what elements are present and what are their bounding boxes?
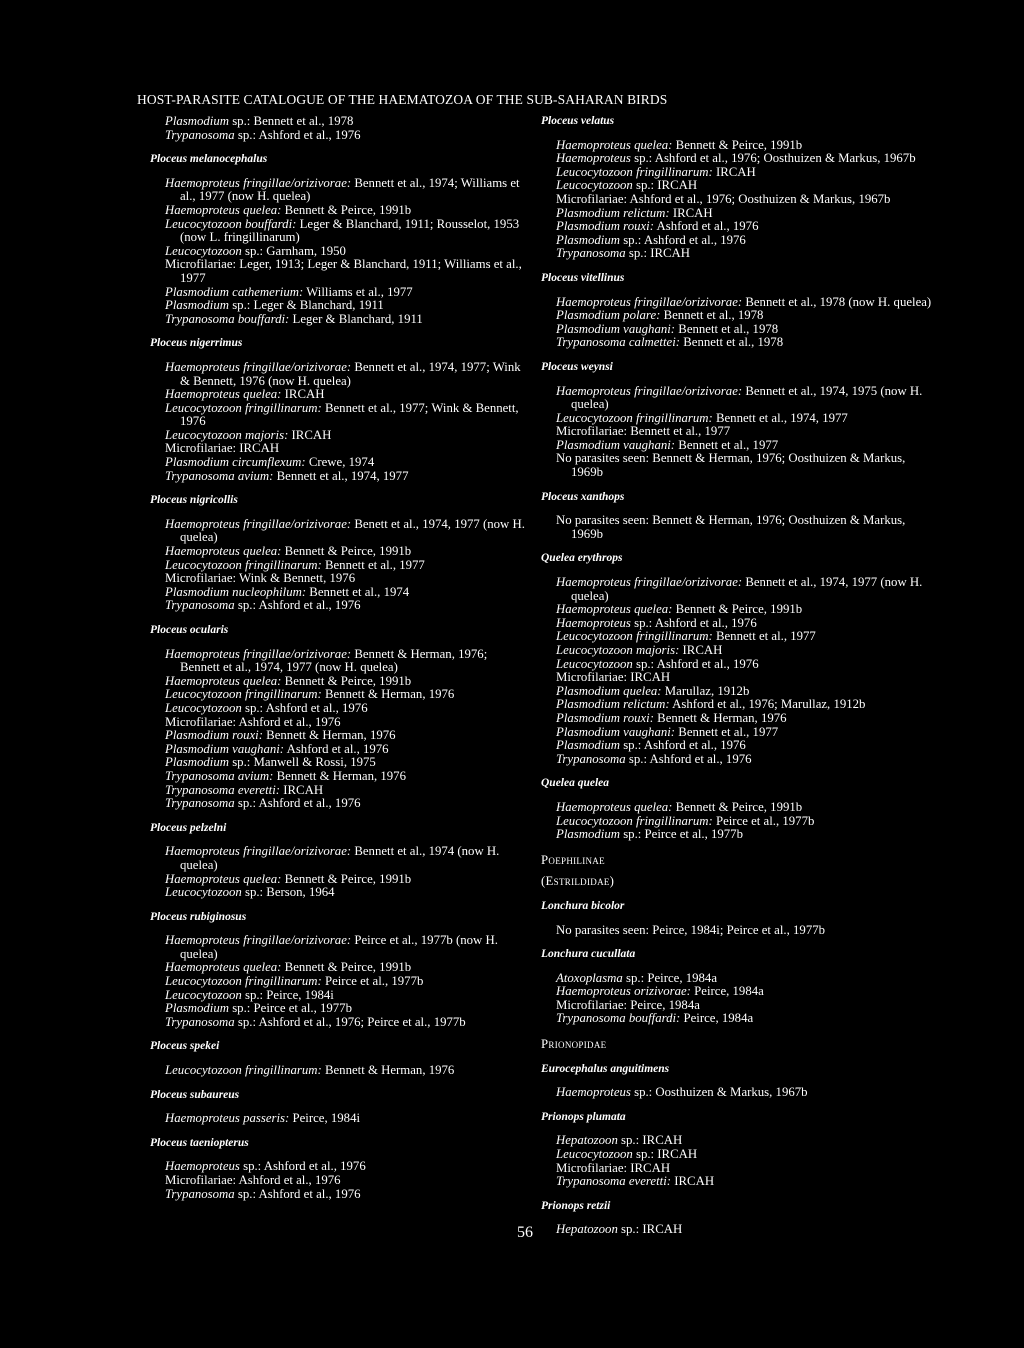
record-citation: sp.: IRCAH — [617, 1222, 683, 1237]
parasite-name: Leucocytozoon — [165, 987, 242, 1002]
parasite-name: Plasmodium — [165, 755, 229, 770]
parasite-name: Trypanosoma everetti: — [556, 1174, 672, 1189]
parasite-name: Plasmodium relictum: — [556, 697, 670, 712]
host-species-heading: Ploceus nigerrimus — [150, 337, 243, 350]
parasite-record — [150, 599, 525, 613]
record-citation: Williams et al., 1977 — [303, 284, 413, 299]
parasite-record — [541, 385, 936, 412]
parasite-name: Leucocytozoon fringillinarum: — [165, 974, 322, 989]
record-citation: Microfilariae: Bennett et al., 1977 — [556, 424, 731, 439]
parasite-record — [541, 452, 936, 479]
parasite-record — [150, 1016, 525, 1030]
parasite-name: Atoxoplasma — [556, 970, 623, 985]
parasite-record — [541, 139, 936, 153]
parasite-record — [541, 296, 936, 310]
record-citation: sp.: IRCAH — [632, 1147, 698, 1162]
record-citation: Bennett et al., 1974, 1977 — [273, 468, 409, 483]
host-species-heading: Ploceus xanthops — [541, 490, 625, 503]
record-citation: Bennett & Herman, 1976 — [321, 1063, 455, 1078]
parasite-record — [150, 361, 525, 388]
parasite-record — [541, 247, 936, 261]
parasite-name: Haemoproteus quelea: — [165, 871, 282, 886]
host-species-heading: Quelea erythrops — [541, 552, 623, 565]
parasite-name: Hepatozoon — [556, 1222, 618, 1237]
record-citation: sp.: IRCAH — [617, 1133, 683, 1148]
record-citation: Peirce et al., 1977b — [321, 974, 424, 989]
parasite-record — [150, 1188, 525, 1202]
parasite-record — [150, 873, 525, 887]
record-citation: Microfilariae: Leger, 1913; Leger & Blanchard, 1911; Williams et al., 1977 — [165, 257, 522, 285]
record-citation: Bennett et al., 1978 (now H. quelea) — [742, 294, 932, 309]
host-species-heading: Ploceus vitellinus — [541, 271, 625, 284]
parasite-record — [150, 470, 525, 484]
parasite-record — [150, 572, 525, 586]
parasite-record — [150, 518, 525, 545]
parasite-record — [150, 961, 525, 975]
parasite-record — [150, 204, 525, 218]
parasite-name: Leucocytozoon fringillinarum: — [165, 1063, 322, 1078]
parasite-record — [541, 1162, 936, 1176]
parasite-name: Haemoproteus quelea: — [165, 673, 282, 688]
parasite-record — [541, 739, 936, 753]
parasite-name: Leucocytozoon — [165, 885, 242, 900]
parasite-name: Haemoproteus passeris: — [165, 1111, 290, 1126]
parasite-name: Leucocytozoon fringillinarum: — [165, 557, 322, 572]
record-citation: No parasites seen: Peirce, 1984i; Peirce et al., 1977b — [556, 922, 826, 937]
parasite-record — [541, 603, 936, 617]
parasite-name: Trypanosoma — [556, 751, 626, 766]
host-species-heading: Eurocephalus anguitimens — [541, 1062, 670, 1075]
parasite-name: Haemoproteus — [165, 1159, 240, 1174]
record-citation: Bennett & Peirce, 1991b — [281, 960, 412, 975]
parasite-record — [150, 402, 525, 429]
parasite-name: Trypanosoma bouffardi: — [165, 311, 290, 326]
parasite-record — [150, 559, 525, 573]
parasite-name: Plasmodium vaughani: — [556, 724, 676, 739]
parasite-name: Haemoproteus quelea: — [556, 137, 673, 152]
record-citation: Microfilariae: Ashford et al., 1976 — [165, 1173, 341, 1187]
parasite-name: Leucocytozoon — [165, 243, 242, 258]
parasite-record — [541, 514, 936, 541]
parasite-record — [541, 801, 936, 815]
record-citation: sp.: Leger & Blanchard, 1911 — [229, 298, 384, 313]
host-species-heading: Ploceus ocularis — [150, 624, 229, 636]
record-citation: Bennett & Herman, 1976; Bennett et al., 1974, 1977 (now H. quelea) — [180, 646, 488, 675]
parasite-record — [150, 586, 525, 600]
parasite-record — [150, 702, 525, 716]
parasite-record — [541, 712, 936, 726]
record-citation: sp.: Bennett et al., 1978 — [229, 114, 354, 128]
parasite-name: Leucocytozoon fringillinarum: — [556, 629, 713, 644]
parasite-name: Haemoproteus quelea: — [165, 960, 282, 975]
record-citation: Peirce, 1984a — [680, 1011, 754, 1026]
record-citation: Microfilariae: Ashford et al., 1976; Oosthuizen & Markus, 1967b — [556, 191, 891, 206]
parasite-record — [541, 726, 936, 740]
parasite-record — [541, 671, 936, 685]
parasite-name: Haemoproteus fringillae/orizivorae: — [556, 575, 743, 590]
parasite-name: Trypanosoma — [556, 246, 626, 261]
record-citation: IRCAH — [712, 164, 756, 179]
record-citation: Bennett et al., 1978 — [680, 335, 784, 350]
parasite-record — [150, 286, 525, 300]
record-citation: IRCAH — [679, 643, 723, 657]
record-citation: Leger & Blanchard, 1911; Rousselot, 1953 (now L. fringillinarum) — [180, 216, 520, 245]
family-heading: Prionopidae — [541, 1037, 607, 1052]
record-citation: Microfilariae: Wink & Bennett, 1976 — [165, 571, 356, 586]
record-citation: Ashford et al., 1976 — [284, 741, 389, 756]
record-citation: Leger & Blanchard, 1911 — [289, 311, 423, 326]
parasite-name: Trypanosoma — [165, 127, 235, 142]
parasite-record — [541, 685, 936, 699]
parasite-name: Haemoproteus quelea: — [556, 799, 673, 814]
parasite-record — [541, 234, 936, 248]
parasite-record — [541, 309, 936, 323]
parasite-name: Leucocytozoon fringillinarum: — [556, 164, 713, 179]
parasite-name: Trypanosoma avium: — [165, 468, 274, 483]
parasite-record — [541, 617, 936, 631]
parasite-record — [150, 1112, 525, 1126]
record-citation: sp.: Ashford et al., 1976 — [241, 700, 368, 715]
parasite-record — [150, 245, 525, 259]
host-species-heading: Ploceus pelzelni — [150, 821, 227, 834]
parasite-name: Leucocytozoon — [556, 1147, 633, 1162]
record-citation: Bennett & Herman, 1976 — [321, 687, 455, 702]
page-number: 56 — [517, 1224, 533, 1241]
record-citation: Bennett & Herman, 1976 — [262, 728, 396, 743]
parasite-name: Plasmodium — [556, 738, 620, 753]
record-citation: sp.: Ashford et al., 1976 — [620, 738, 746, 753]
host-species-heading: Ploceus melanocephalus — [150, 153, 268, 166]
record-citation: Bennett & Peirce, 1991b — [672, 137, 803, 152]
record-citation: sp.: Peirce, 1984a — [622, 970, 718, 985]
record-citation: Peirce et al., 1977b (now H. quelea) — [180, 933, 498, 961]
record-citation: Microfilariae: IRCAH — [556, 670, 671, 685]
host-species-heading: Ploceus velatus — [541, 115, 615, 127]
record-citation: sp.: Manwell & Rossi, 1975 — [229, 755, 376, 770]
record-citation: sp.: Ashford et al., 1976 — [234, 796, 361, 811]
parasite-name: Leucocytozoon — [556, 178, 633, 193]
record-citation: Bennett et al., 1974, 1977; Wink & Bennett, 1976 (now H. quelea) — [180, 359, 521, 388]
parasite-record — [541, 815, 936, 829]
parasite-record — [541, 828, 936, 842]
record-citation: Ashford et al., 1976 — [653, 219, 759, 234]
parasite-record — [541, 644, 936, 658]
record-citation: sp.: Ashford et al., 1976 — [239, 1159, 366, 1174]
parasite-record — [150, 456, 525, 470]
record-citation: IRCAH — [280, 782, 324, 797]
record-citation: Bennett et al., 1977 — [321, 557, 425, 572]
parasite-record — [150, 313, 525, 327]
parasite-name: Plasmodium vaughani: — [556, 437, 676, 452]
parasite-name: Leucocytozoon fringillinarum: — [556, 410, 713, 425]
record-citation: Bennett et al., 1974, 1975 (now H. quelea) — [571, 383, 923, 412]
parasite-record — [150, 716, 525, 730]
parasite-record — [150, 442, 525, 456]
record-citation: Bennett et al., 1978 — [675, 321, 779, 336]
parasite-name: Leucocytozoon fringillinarum: — [165, 400, 322, 415]
parasite-name: Hepatozoon — [556, 1133, 618, 1148]
parasite-name: Leucocytozoon fringillinarum: — [556, 813, 713, 828]
parasite-record — [150, 756, 525, 770]
parasite-name: Plasmodium vaughani: — [556, 321, 676, 336]
record-citation: Microfilariae: IRCAH — [556, 1160, 671, 1175]
host-species-heading: Ploceus weynsi — [541, 360, 613, 373]
parasite-record — [150, 770, 525, 784]
record-citation: Bennett et al., 1977 — [675, 724, 779, 739]
record-citation: Marullaz, 1912b — [661, 683, 750, 698]
host-species-heading: Ploceus taeniopterus — [150, 1136, 249, 1149]
parasite-record — [541, 220, 936, 234]
record-citation: sp.: Ashford et al., 1976 — [234, 1186, 361, 1201]
parasite-name: Plasmodium — [165, 114, 229, 128]
host-species-heading: Quelea quelea — [541, 777, 610, 790]
parasite-record — [541, 336, 936, 350]
record-citation: Peirce et al., 1977b — [712, 813, 815, 828]
record-citation: sp.: Oosthuizen & Markus, 1967b — [630, 1085, 808, 1100]
parasite-name: Haemoproteus fringillae/orizivorae: — [556, 383, 743, 398]
parasite-name: Plasmodium quelea: — [556, 683, 662, 698]
host-species-heading: Lonchura bicolor — [541, 899, 625, 912]
parasite-record — [150, 797, 525, 811]
parasite-name: Trypanosoma — [165, 598, 235, 613]
parasite-name: Haemoproteus quelea: — [165, 387, 282, 402]
parasite-record — [150, 989, 525, 1003]
host-species-heading: Ploceus subaureus — [150, 1088, 240, 1101]
record-citation: sp.: Peirce et al., 1977b — [620, 827, 743, 842]
running-header: HOST-PARASITE CATALOGUE OF THE HAEMATOZOA OF THE SUB-SAHARAN BIRDS — [137, 92, 668, 107]
parasite-record — [541, 179, 936, 193]
parasite-name: Haemoproteus fringillae/orizivorae: — [556, 294, 743, 309]
parasite-name: Plasmodium rouxi: — [556, 710, 654, 725]
parasite-name: Leucocytozoon bouffardi: — [165, 216, 297, 231]
family-heading: (Estrildidae) — [541, 874, 615, 889]
parasite-record — [150, 886, 525, 900]
record-citation: Bennett et al., 1977 — [712, 629, 816, 644]
parasite-record — [150, 743, 525, 757]
record-citation: Bennett & Peirce, 1991b — [281, 673, 412, 688]
parasite-name: Haemoproteus — [556, 151, 631, 166]
parasite-record — [150, 784, 525, 798]
record-citation: Crewe, 1974 — [305, 455, 375, 470]
parasite-name: Plasmodium nucleophilum: — [165, 584, 307, 599]
record-citation: sp.: Berson, 1964 — [241, 885, 335, 900]
parasite-name: Plasmodium circumflexum: — [165, 455, 306, 470]
parasite-name: Trypanosoma bouffardi: — [556, 1011, 681, 1026]
record-citation: Bennett et al., 1978 — [660, 308, 764, 323]
parasite-record — [150, 648, 525, 675]
parasite-record — [150, 177, 525, 204]
record-citation: Bennett & Peirce, 1991b — [672, 799, 803, 814]
parasite-name: Haemoproteus — [556, 1085, 631, 1100]
parasite-record — [541, 1134, 936, 1148]
record-citation: Bennett & Peirce, 1991b — [281, 544, 412, 559]
parasite-record — [541, 193, 936, 207]
record-citation: sp.: Ashford et al., 1976; Peirce et al., 1977b — [234, 1014, 466, 1029]
parasite-record — [541, 207, 936, 221]
parasite-record — [150, 1174, 525, 1188]
parasite-record — [541, 924, 936, 938]
parasite-name: Trypanosoma avium: — [165, 768, 274, 783]
parasite-record — [150, 218, 525, 245]
parasite-name: Trypanosoma everetti: — [165, 782, 281, 797]
record-citation: No parasites seen: Bennett & Herman, 1976; Oosthuizen & Markus, 1969b — [556, 513, 906, 541]
parasite-name: Trypanosoma calmettei: — [556, 335, 681, 350]
parasite-record — [541, 166, 936, 180]
record-citation: Bennett & Peirce, 1991b — [281, 871, 412, 886]
record-citation: sp.: Ashford et al., 1976 — [630, 615, 757, 630]
parasite-name: Leucocytozoon — [165, 700, 242, 715]
parasite-name: Haemoproteus fringillae/orizivorae: — [165, 844, 352, 859]
parasite-record — [150, 115, 525, 129]
parasite-name: Leucocytozoon majoris: — [165, 427, 289, 442]
parasite-name: Plasmodium cathemerium: — [165, 284, 304, 299]
parasite-name: Plasmodium relictum: — [556, 205, 670, 220]
parasite-record — [541, 439, 936, 453]
parasite-record — [150, 675, 525, 689]
record-citation: Benett et al., 1974, 1977 (now H. quelea) — [180, 516, 525, 545]
parasite-name: Plasmodium — [556, 232, 620, 247]
record-citation: IRCAH — [669, 205, 713, 220]
record-citation: sp.: Ashford et al., 1976 — [625, 751, 752, 766]
parasite-name: Haemoproteus orizivorae: — [556, 984, 691, 999]
host-species-heading: Prionops retzii — [541, 1199, 611, 1212]
record-citation: IRCAH — [671, 1174, 715, 1189]
record-citation: Bennett & Peirce, 1991b — [281, 202, 412, 217]
host-species-heading: Ploceus spekei — [150, 1040, 220, 1053]
parasite-name: Plasmodium rouxi: — [556, 219, 654, 234]
parasite-name: Haemoproteus — [556, 615, 631, 630]
parasite-name: Plasmodium rouxi: — [165, 728, 263, 743]
record-citation: No parasites seen: Bennett & Herman, 1976; Oosthuizen & Markus, 1969b — [556, 451, 906, 480]
parasite-record — [541, 152, 936, 166]
host-species-heading: Prionops plumata — [541, 1110, 626, 1123]
parasite-name: Plasmodium — [165, 298, 229, 313]
parasite-name: Trypanosoma — [165, 1186, 235, 1201]
parasite-record — [150, 429, 525, 443]
parasite-name: Haemoproteus fringillae/orizivorae: — [165, 646, 352, 661]
parasite-name: Plasmodium vaughani: — [165, 741, 285, 756]
parasite-name: Trypanosoma — [165, 796, 235, 811]
record-citation: Bennett et al., 1974, 1977 (now H. quelea) — [571, 575, 923, 603]
parasite-name: Leucocytozoon — [556, 656, 633, 671]
record-citation: sp.: Ashford et al., 1976 — [620, 232, 746, 247]
record-citation: Peirce, 1984a — [690, 984, 764, 999]
record-citation: sp.: IRCAH — [632, 178, 698, 193]
parasite-name: Haemoproteus quelea: — [556, 602, 673, 617]
parasite-record — [541, 658, 936, 672]
record-citation: Bennett et al., 1974; Williams et al., 1977 (now H. quelea) — [180, 175, 520, 204]
record-citation: Microfilariae: Ashford et al., 1976 — [165, 714, 341, 729]
parasite-record — [150, 258, 525, 285]
record-citation: Bennett et al., 1974 (now H. quelea) — [180, 844, 500, 872]
record-citation: IRCAH — [281, 387, 325, 402]
host-species-heading: Lonchura cucullata — [541, 948, 636, 961]
parasite-record — [541, 1148, 936, 1162]
host-species-heading: Ploceus rubiginosus — [150, 910, 247, 923]
parasite-record — [541, 425, 936, 439]
parasite-name: Haemoproteus quelea: — [165, 202, 282, 217]
record-citation: Bennett et al., 1977 — [675, 437, 779, 452]
record-citation: Bennett et al., 1974 — [306, 584, 410, 599]
parasite-name: Leucocytozoon majoris: — [556, 643, 680, 657]
record-citation: Bennett & Peirce, 1991b — [672, 602, 803, 617]
record-citation: Bennett & Herman, 1976 — [273, 768, 406, 783]
parasite-record — [541, 698, 936, 712]
parasite-record — [541, 630, 936, 644]
record-citation: IRCAH — [288, 427, 332, 442]
parasite-record — [541, 323, 936, 337]
parasite-name: Plasmodium polare: — [556, 308, 661, 323]
record-citation: Microfilariae: Peirce, 1984a — [556, 997, 700, 1012]
parasite-record — [150, 299, 525, 313]
parasite-name: Plasmodium — [556, 827, 620, 842]
family-heading: Poephilinae — [541, 852, 605, 867]
right-column — [541, 115, 936, 1237]
parasite-record — [541, 1086, 936, 1100]
parasite-record — [150, 1002, 525, 1016]
parasite-record — [541, 576, 936, 603]
parasite-name: Haemoproteus fringillae/orizivorae: — [165, 516, 352, 531]
record-citation: Microfilariae: IRCAH — [165, 441, 280, 456]
parasite-record — [150, 934, 525, 961]
parasite-name: Trypanosoma — [165, 1014, 235, 1029]
parasite-record — [150, 388, 525, 402]
parasite-record — [541, 1012, 936, 1026]
record-citation: sp.: Ashford et al., 1976; Oosthuizen & Markus, 1967b — [630, 151, 916, 166]
parasite-record — [541, 985, 936, 999]
parasite-record — [541, 999, 936, 1013]
record-citation: sp.: Peirce et al., 1977b — [229, 1001, 352, 1016]
parasite-record — [150, 729, 525, 743]
parasite-record — [541, 972, 936, 986]
parasite-record — [150, 1064, 525, 1078]
parasite-record — [150, 975, 525, 989]
record-citation: sp.: Ashford et al., 1976 — [234, 127, 361, 142]
parasite-name: Haemoproteus fringillae/orizivorae: — [165, 175, 352, 190]
parasite-name: Leucocytozoon fringillinarum: — [165, 687, 322, 702]
record-citation: sp.: Ashford et al., 1976 — [234, 598, 361, 613]
record-citation: Ashford et al., 1976; Marullaz, 1912b — [669, 697, 866, 712]
record-citation: Bennett et al., 1974, 1977 — [712, 410, 848, 425]
record-citation: sp.: IRCAH — [625, 246, 691, 261]
record-citation: Peirce, 1984i — [289, 1111, 361, 1126]
parasite-name: Haemoproteus fringillae/orizivorae: — [165, 359, 352, 374]
record-citation: sp.: Garnham, 1950 — [241, 243, 346, 258]
parasite-record — [150, 129, 525, 143]
parasite-record — [150, 688, 525, 702]
record-citation: sp.: Ashford et al., 1976 — [632, 656, 759, 671]
left-column — [150, 115, 525, 1201]
parasite-record — [541, 1175, 936, 1189]
parasite-record — [541, 753, 936, 767]
parasite-record — [541, 412, 936, 426]
parasite-record — [150, 1160, 525, 1174]
parasite-record — [150, 545, 525, 559]
parasite-name: Plasmodium — [165, 1001, 229, 1016]
parasite-name: Haemoproteus quelea: — [165, 544, 282, 559]
parasite-record — [541, 1223, 936, 1237]
record-citation: Bennett et al., 1977; Wink & Bennett, 1976 — [180, 400, 519, 429]
parasite-name: Haemoproteus fringillae/orizivorae: — [165, 933, 352, 948]
record-citation: Bennett & Herman, 1976 — [653, 710, 787, 725]
host-species-heading: Ploceus nigricollis — [150, 494, 238, 507]
record-citation: sp.: Peirce, 1984i — [241, 987, 334, 1002]
parasite-record — [150, 845, 525, 872]
